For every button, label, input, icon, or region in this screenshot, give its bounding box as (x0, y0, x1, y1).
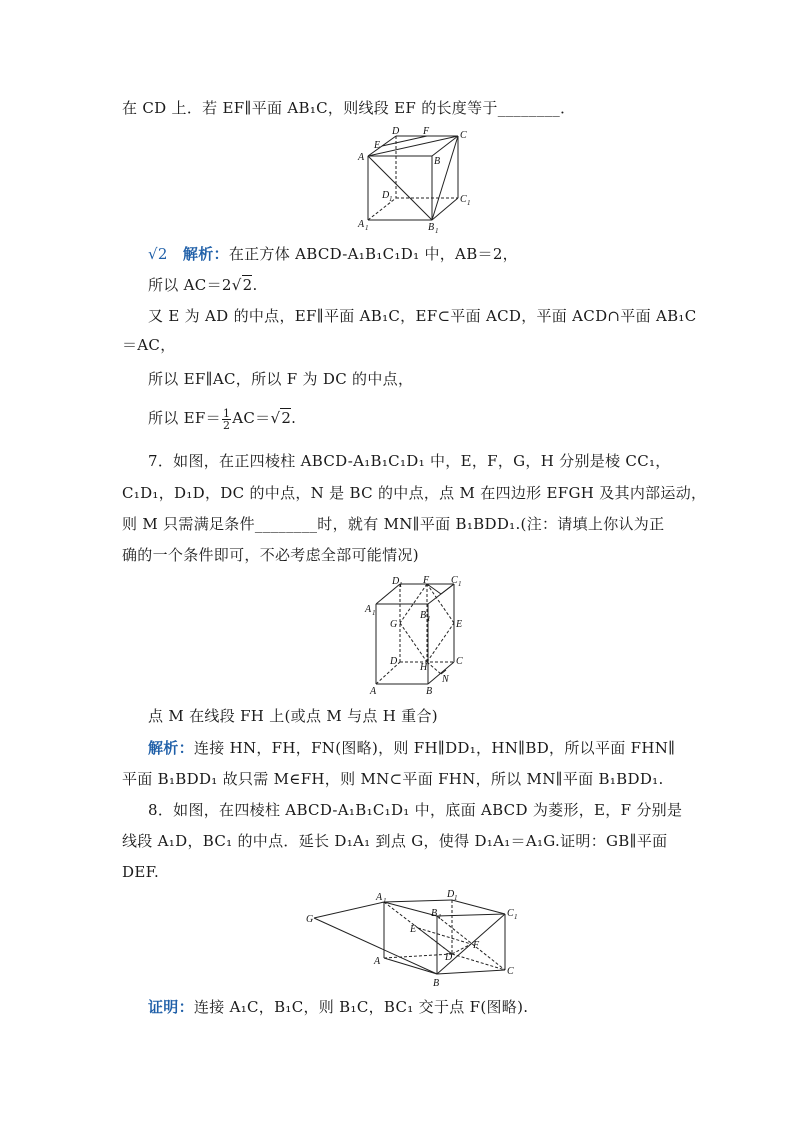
fig3-label-A: A (374, 956, 381, 967)
fig3-label-D1: D (447, 889, 455, 900)
fig3-label-B: B (433, 978, 440, 989)
fig2-label-B: B (426, 686, 433, 697)
fig1-label-B1-sub: 1 (435, 227, 439, 234)
fig1-label-D1-sub: 1 (389, 195, 393, 203)
sol6-l6-prefix: 所以 EF＝ (148, 409, 221, 427)
sol6-l6-rad: 2 (281, 409, 292, 427)
sol6-l2-rad: 2 (242, 276, 253, 294)
figure-prism (362, 574, 472, 698)
q7-line2: C₁D₁，D₁D，DC 的中点，N 是 BC 的中点，点 M 在四边形 EFGH 及其内部运动， (122, 484, 707, 502)
q6-line1: 在 CD 上．若 EF∥平面 AB₁C，则线段 EF 的长度等于________． (122, 99, 576, 117)
fig3-label-B1-sub: 1 (438, 913, 442, 921)
fig2-label-C1-sub: 1 (458, 580, 462, 588)
fig1-label-D1: D (382, 190, 390, 201)
sol6-line2: 所以 AC＝2√2. (148, 276, 258, 294)
fig2-label-H: H (420, 662, 428, 673)
fig3-label-C: C (507, 966, 514, 977)
fig3-label-C1-sub: 1 (514, 913, 518, 921)
fig2-label-C1: C (451, 575, 458, 586)
fig3-label-D: D (445, 952, 453, 963)
fig1-label-B: B (434, 156, 441, 167)
fig2-label-E: E (456, 619, 463, 630)
fig2-label-D1: D (392, 576, 400, 587)
sol6-label: 解析： (182, 245, 229, 263)
q7-line1: 7．如图，在正四棱柱 ABCD-A₁B₁C₁D₁ 中，E，F，G，H 分别是棱 CC₁， (148, 452, 671, 470)
sol7-line1 (148, 737, 675, 759)
sol6-answer: √2 (148, 245, 168, 263)
fig3-label-F: F (473, 940, 480, 951)
fig3-label-D1-sub: 1 (454, 894, 458, 902)
q7-line3: 则 M 只需满足条件________时，就有 MN∥平面 B₁BDD₁.(注：请填上你认为正 (122, 515, 665, 533)
fig2-label-C: C (456, 656, 463, 667)
fig1-label-A: A (358, 152, 365, 163)
sol6-line3: 又 E 为 AD 的中点，EF∥平面 AB₁C，EF⊂平面 ACD，平面 ACD∩平面 AB₁C (148, 307, 697, 325)
q7-answer: 点 M 在线段 FH 上(或点 M 与点 H 重合) (148, 707, 438, 725)
sol6-l2-suffix: . (252, 276, 258, 294)
fraction-half (222, 408, 231, 431)
q8-line1: 8．如图，在四棱柱 ABCD-A₁B₁C₁D₁ 中，底面 ABCD 为菱形，E，F 分别是 (148, 801, 683, 819)
fig3-label-A1: A (376, 892, 383, 903)
sol6-line1 (148, 243, 518, 265)
fig3-label-G: G (306, 914, 314, 925)
fig2-label-A1: A (365, 604, 372, 615)
frac-den: 2 (222, 418, 231, 432)
fig1-label-D: D (392, 126, 400, 137)
fig3-label-C1: C (507, 908, 514, 919)
fig1-label-C1: C (460, 194, 467, 205)
proof8-label: 证明： (148, 998, 194, 1016)
proof8-line1 (148, 996, 528, 1018)
sol6-line6: 所以 EF＝ $\frac{1}{2}$ AC＝√2. (148, 406, 297, 432)
fig1-label-C: C (460, 130, 467, 141)
fig2-label-A1-sub: 1 (372, 609, 376, 617)
sol6-l6-mid: AC＝ (232, 409, 271, 427)
sol7-line2: 平面 B₁BDD₁ 故只需 M∈FH，则 MN⊂平面 FHN，所以 MN∥平面 B₁BDD₁. (122, 770, 664, 788)
sol6-line5: 所以 EF∥AC，所以 F 为 DC 的中点， (148, 370, 414, 388)
q8-line2: 线段 A₁D，BC₁ 的中点．延长 D₁A₁ 到点 G，使得 D₁A₁＝A₁G.证明：GB∥平面 (122, 832, 668, 850)
fig3-label-B1: B (431, 908, 438, 919)
fig1-label-E: E (374, 140, 381, 151)
fig1-label-F: F (423, 126, 430, 137)
fig1-label-C1-sub: 1 (467, 199, 471, 207)
fig2-label-B1-sub: 1 (427, 615, 431, 623)
fig2-label-B1: B (420, 610, 427, 621)
fig2-label-N: N (442, 674, 449, 685)
q7-line4: 确的一个条件即可，不必考虑全部可能情况) (122, 546, 419, 564)
fig1-label-B1: B (428, 222, 435, 233)
fig2-label-A: A (370, 686, 377, 697)
fig2-label-D1-sub: 1 (399, 581, 403, 589)
sol6-text1: 在正方体 ABCD-A₁B₁C₁D₁ 中，AB＝2， (228, 245, 518, 263)
fig1-label-A1: A (358, 219, 365, 230)
sol6-line4: ＝AC， (122, 336, 176, 354)
sol7-text1: 连接 HN，FH，FN(图略)，则 FH∥DD₁，HN∥BD，所以平面 FHN∥ (193, 739, 676, 757)
q8-line3: DEF. (122, 863, 160, 881)
fig1-label-A1-sub: 1 (365, 224, 369, 232)
fig2-label-D: D (390, 656, 398, 667)
fig3-label-E: E (410, 924, 417, 935)
proof8-text1: 连接 A₁C，B₁C，则 B₁C，BC₁ 交于点 F(图略). (193, 998, 529, 1016)
fig3-label-A1-sub: 1 (383, 897, 387, 905)
sol6-l6-suffix: . (291, 409, 297, 427)
fig2-label-F: F (423, 575, 430, 586)
figure-parallelepiped (302, 886, 528, 990)
sol6-l2-prefix: 所以 AC＝2 (148, 276, 232, 294)
sol7-label: 解析： (148, 739, 194, 757)
figure-cube (352, 126, 477, 234)
frac-num: 1 (222, 406, 231, 420)
fig2-label-G: G (390, 619, 398, 630)
